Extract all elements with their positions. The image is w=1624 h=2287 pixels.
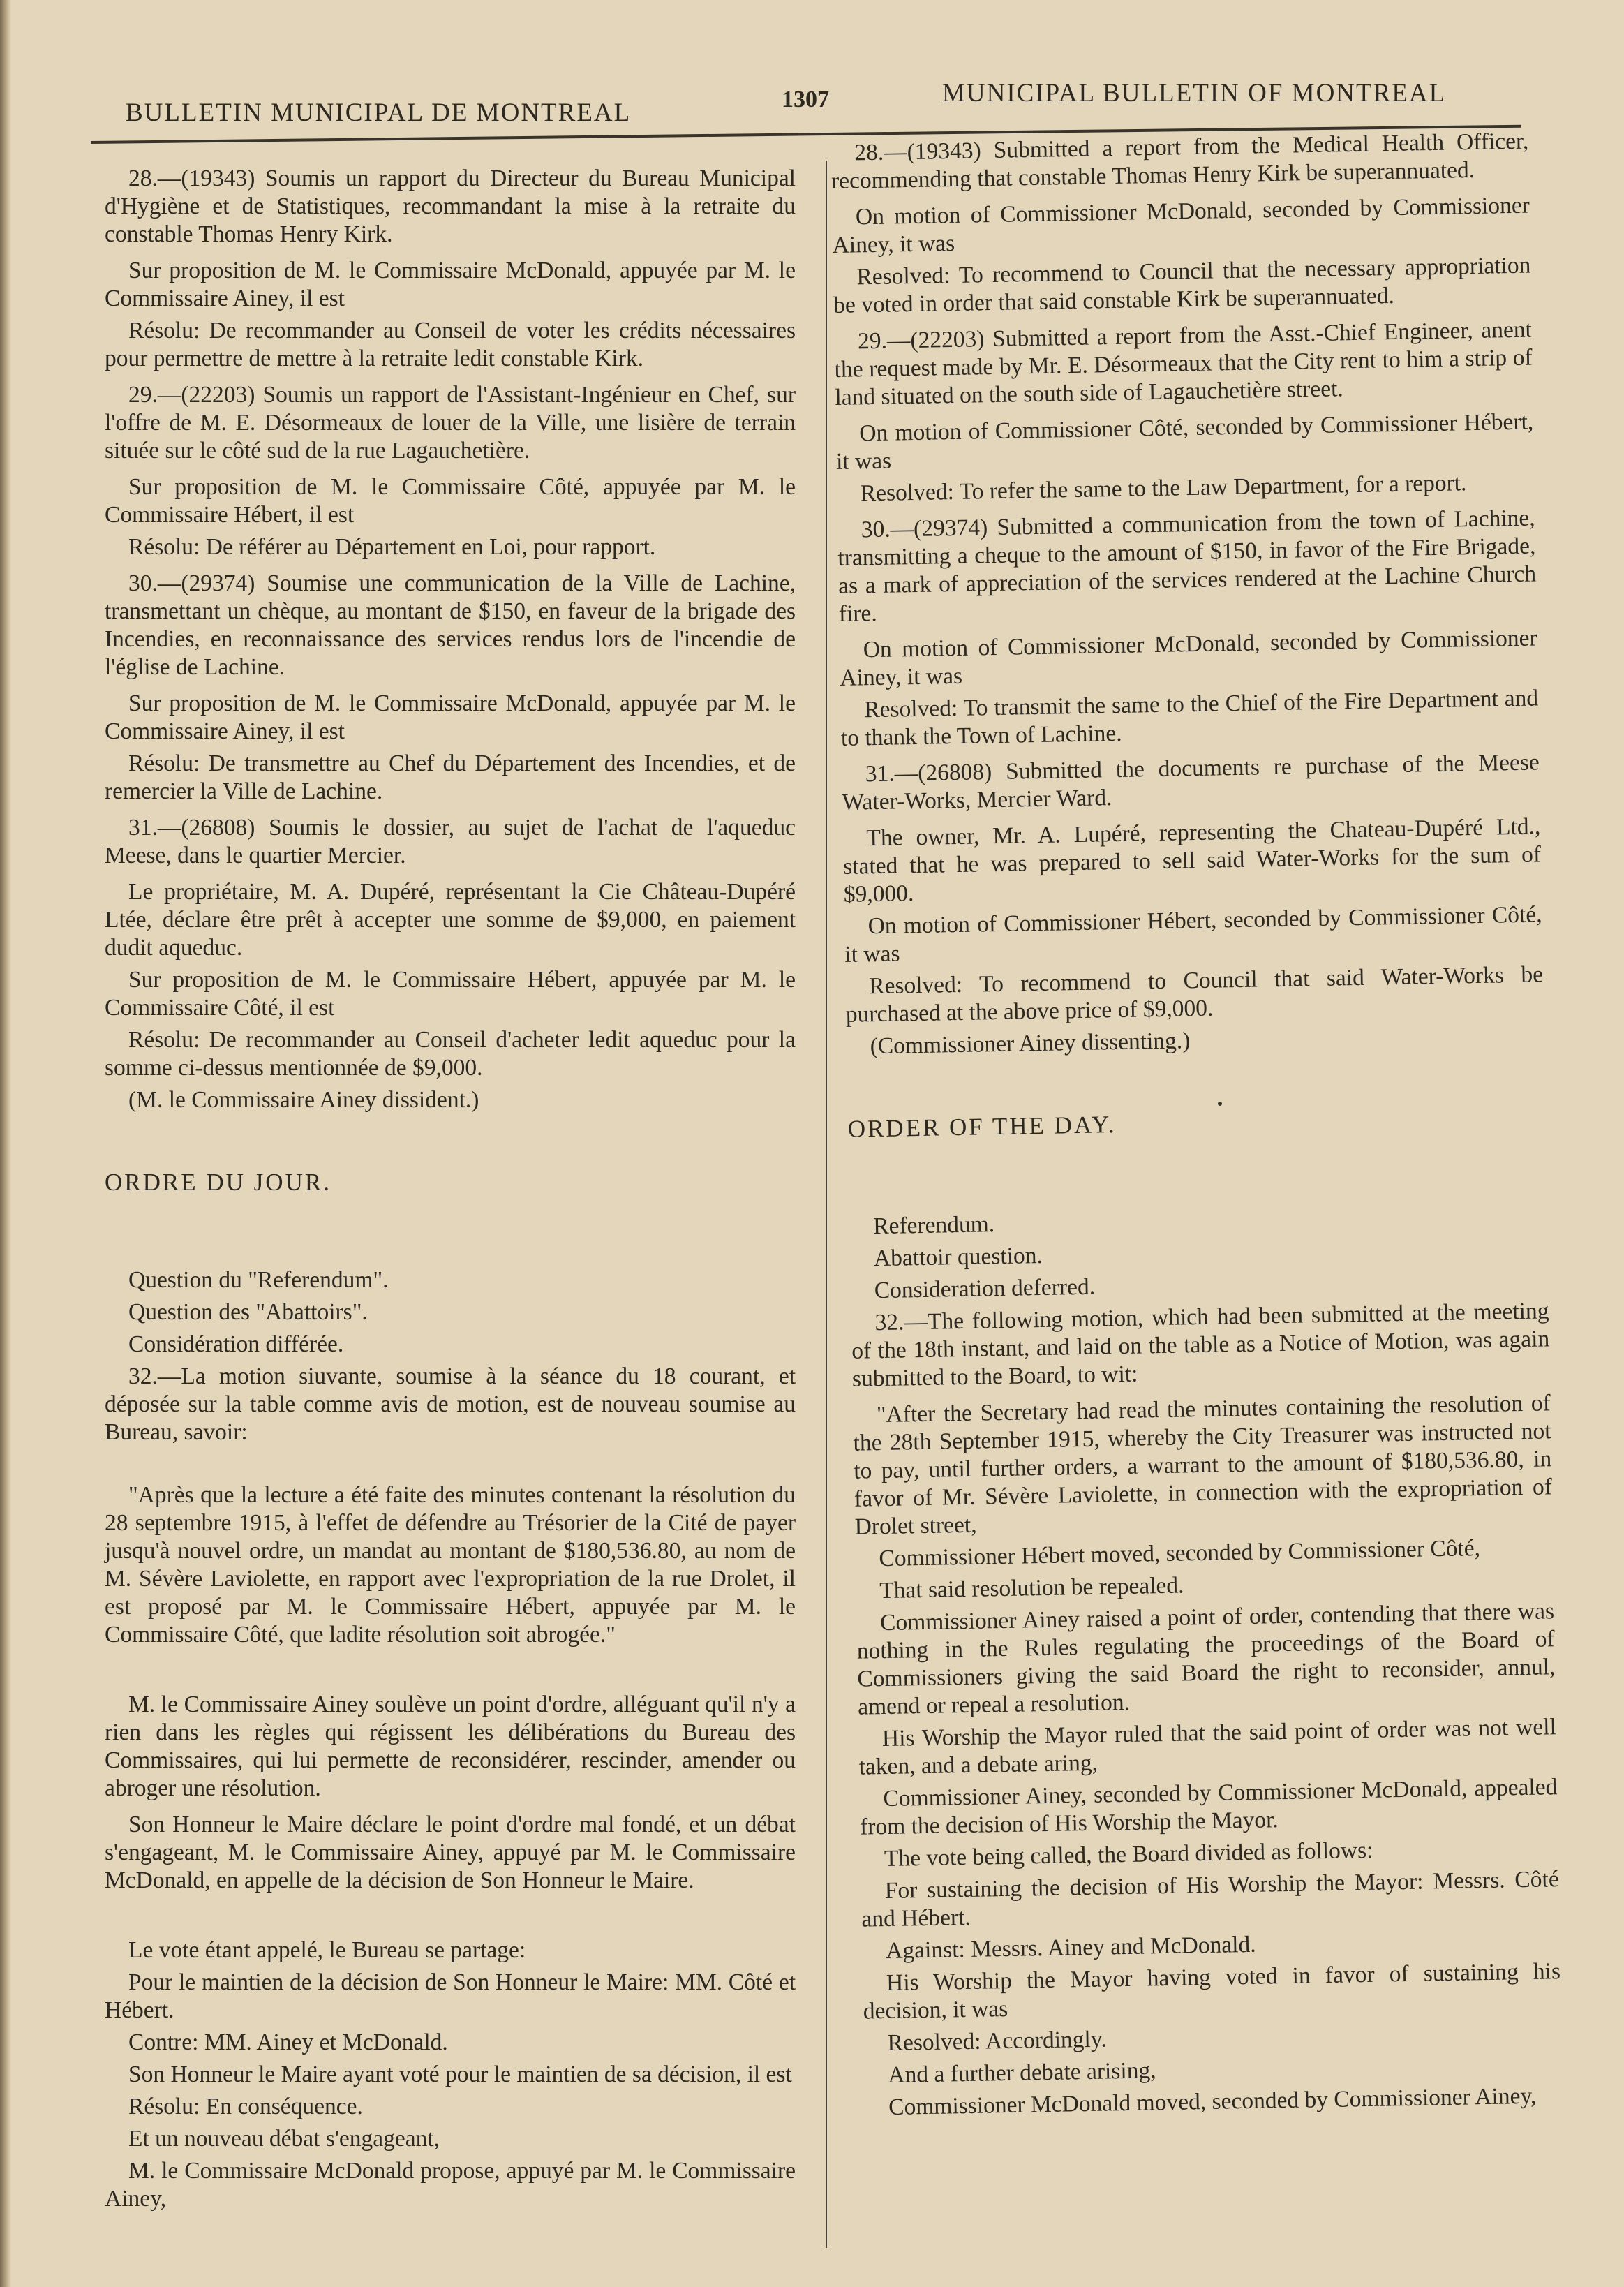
fr-item-28: 28.—(19343) Soumis un rapport du Directeur du Bureau Municipal d'Hygiène et de Statistiques, recommandant la mise à la retraite du constable Thomas Henry Kirk. — [105, 165, 796, 247]
page-binding-edge — [0, 0, 11, 2287]
fr-item-28-resolution: Résolu: De recommander au Conseil de voter les crédits nécessaires pour permettre de mettre à la retraite ledit constable Kirk. — [105, 318, 796, 371]
en-agenda-deferred: Consideration deferred. — [874, 1273, 1096, 1304]
en-motion-intro: 32.—The following motion, which had been submitted at the meeting of the 18th instant, and laid on the table as a Notice of Motion, was again submitted to the Board, to wit: — [851, 1298, 1550, 1392]
en-item-28: 28.—(19343) Submitted a report from the Medical Health Officer, recommending that constable Thomas Henry Kirk be superannuated. — [830, 128, 1529, 194]
en-vote-against: Against: Messrs. Ainey and McDonald. — [885, 1931, 1256, 1964]
en-vote-resolved: Resolved: Accordingly. — [887, 2026, 1108, 2056]
header-title-english: MUNICIPAL BULLETIN OF MONTREAL — [942, 79, 1447, 108]
en-mayor-ruling: His Worship the Mayor ruled that the said point of order was not well taken, and a debate aring, — [858, 1714, 1557, 1780]
en-motion-quote: "After the Secretary had read the minutes containing the resolution of the 28th September 1915, whereby the City Treasurer was instructed not to pay, until further orders, a warrant to the amount of $180,536.80, in favor of Mr. Sévère Laviolette, in connection with the expropriation of Drolet street, — [853, 1390, 1553, 1540]
en-motion-repeal: That said resolution be repealed. — [879, 1572, 1184, 1604]
fr-item-28-motion: Sur proposition de M. le Commissaire McDonald, appuyée par M. le Commissaire Ainey, il est — [105, 258, 796, 311]
en-item-28-resolution: Resolved: To recommend to Council that the necessary appropriation be voted in order that said constable Kirk be superannuated. — [833, 252, 1531, 318]
en-point-of-order: Commissioner Ainey raised a point of order, contending that there was nothing in the Rules regulating the proceedings of the Board of Commissioners giving the said Board the right to reconsider, annul, amend or repeal a resolution. — [856, 1598, 1556, 1720]
fr-item-31-dissent: (M. le Commissaire Ainey dissident.) — [128, 1087, 479, 1113]
fr-motion-quote: "Après que la lecture a été faite des minutes contenant la résolution du 28 septembre 1915, à l'effet de défendre au Trésorier de la Cité de payer jusqu'à nouvel ordre, un mandat au montant de $180,536.80, au nom de M. Sévère Laviolette, en rapport avec l'expropriation de la rue Drolet, il est proposé par M. le Commissaire Hébert, appuyée par M. le Commissaire Côté, que ladite résolution soit abrogée." — [105, 1482, 796, 1648]
fr-item-31-motion: Sur proposition de M. le Commissaire Hébert, appuyée par M. le Commissaire Côté, il est — [105, 967, 796, 1021]
fr-motion-intro: 32.—La motion siuvante, soumise à la séance du 18 courant, et déposée sur la table comme avis de motion, est de nouveau soumise au Bureau, savoir: — [105, 1363, 796, 1445]
en-item-31-dissent: (Commissioner Ainey dissenting.) — [870, 1028, 1191, 1060]
en-item-30-resolution: Resolved: To transmit the same to the Chief of the Fire Department and to thank the Town of Lachine. — [840, 685, 1539, 751]
en-motion-moved: Commissioner Hébert moved, seconded by Commissioner Côté, — [879, 1535, 1481, 1572]
fr-item-30: 30.—(29374) Soumise une communication de la Ville de Lachine, transmettant un chèque, au montant de $150, en faveur de la brigade des Incendies, en reconnaissance des services rendus lors de l'incendie de l'église de Lachine. — [105, 570, 796, 680]
en-appeal: Commissioner Ainey, seconded by Commissioner McDonald, appealed from the decision of His Worship the Mayor. — [859, 1774, 1558, 1840]
fr-item-30-motion: Sur proposition de M. le Commissaire McDonald, appuyée par M. le Commissaire Ainey, il est — [105, 690, 796, 744]
en-item-30-motion: On motion of Commissioner McDonald, seconded by Commissioner Ainey, it was — [840, 625, 1537, 691]
english-column — [830, 128, 1563, 2126]
fr-order-title: ORDRE DU JOUR. — [105, 1169, 331, 1196]
fr-agenda-abattoirs: Question des "Abattoirs". — [128, 1299, 368, 1325]
en-item-28-motion: On motion of Commissioner McDonald, seconded by Commissioner Ainey, it was — [832, 192, 1530, 258]
en-item-31-owner: The owner, Mr. A. Lupéré, representing the Chateau-Dupéré Ltd., stated that he was prepared to sell said Water-Works for the sum of $9,000. — [842, 813, 1542, 908]
en-agenda-abattoir: Abattoir question. — [873, 1242, 1043, 1272]
fr-agenda-referendum: Question du "Referendum". — [128, 1267, 389, 1293]
en-order-title: ORDER OF THE DAY. — [847, 1111, 1117, 1143]
fr-vote-called: Le vote étant appelé, le Bureau se partage: — [128, 1937, 526, 1963]
en-item-29-motion: On motion of Commissioner Côté, seconded by Commissioner Hébert, it was — [835, 408, 1534, 475]
fr-item-31-resolution: Résolu: De recommander au Conseil d'acheter ledit aqueduc pour la somme ci-dessus mentionnée de $9,000. — [105, 1027, 796, 1081]
en-agenda-referendum: Referendum. — [872, 1211, 995, 1240]
fr-item-31: 31.—(26808) Soumis le dossier, au sujet de l'achat de l'aqueduc Meese, dans le quartier Mercier. — [105, 815, 796, 868]
fr-vote-against: Contre: MM. Ainey et McDonald. — [128, 2029, 448, 2055]
french-column — [105, 165, 796, 2217]
fr-vote-resolved: Résolu: En conséquence. — [128, 2094, 363, 2119]
fr-agenda-deferred: Considération différée. — [128, 1331, 344, 1357]
en-item-31-resolution: Resolved: To recommend to Council that said Water-Works be purchased at the above price of $9,000. — [845, 961, 1544, 1028]
fr-item-29: 29.—(22203) Soumis un rapport de l'Assistant-Ingénieur en Chef, sur l'offre de M. E. Désormeaux de louer de la Ville, une lisière de terrain située sur le côté sud de la rue Lagauchetière. — [105, 382, 796, 464]
en-vote-for: For sustaining the decision of His Worship the Mayor: Messrs. Côté and Hébert. — [861, 1866, 1559, 1932]
en-item-31-motion: On motion of Commissioner Hébert, seconded by Commissioner Côté, it was — [844, 901, 1542, 968]
en-vote-motion: Commissioner McDonald moved, seconded by Commissioner Ainey, — [888, 2082, 1537, 2120]
en-vote-mayor: His Worship the Mayor having voted in favor of sustaining his decision, it was — [863, 1958, 1561, 2025]
fr-item-30-resolution: Résolu: De transmettre au Chef du Département des Incendies, et de remercier la Ville de Lachine. — [105, 750, 796, 804]
fr-point-of-order: M. le Commissaire Ainey soulève un point d'ordre, alléguant qu'il n'y a rien dans les règles qui régissent les délibérations du Bureau des Commissaires, qui lui permette de reconsidérer, rescinder, amender ou abroger une résolution. — [105, 1692, 796, 1801]
fr-item-29-resolution: Résolu: De référer au Département en Loi, pour rapport. — [128, 534, 656, 560]
fr-item-29-motion: Sur proposition de M. le Commissaire Côté, appuyée par M. le Commissaire Hébert, il est — [105, 474, 796, 528]
en-item-31: 31.—(26808) Submitted the documents re purchase of the Meese Water-Works, Mercier Ward. — [842, 749, 1540, 815]
en-vote-debate: And a further debate arising, — [888, 2057, 1156, 2088]
fr-item-31-owner: Le propriétaire, M. A. Dupéré, représentant la Cie Château-Dupéré Ltée, déclare être prêt à accepter une somme de $9,000, en paiement dudit aqueduc. — [105, 879, 796, 961]
page-number: 1307 — [782, 87, 829, 112]
en-item-29: 29.—(22203) Submitted a report from the Asst.-Chief Engineer, anent the request made by Mr. E. Désormeaux that the City rent to him a strip of land situated on the south side of Lagauchetière street. — [834, 316, 1533, 410]
fr-vote-motion: M. le Commissaire McDonald propose, appuyé par M. le Commissaire Ainey, — [105, 2158, 796, 2212]
fr-vote-mayor: Son Honneur le Maire ayant voté pour le maintien de sa décision, il est — [128, 2062, 792, 2087]
fr-mayor-ruling: Son Honneur le Maire déclare le point d'ordre mal fondé, et un débat s'engageant, M. le Commissaire Ainey, appuyé par M. le Commissaire McDonald, en appelle de la décision de Son Honneur le Maire. — [105, 1812, 796, 1893]
header-title-french: BULLETIN MUNICIPAL DE MONTREAL — [126, 98, 632, 127]
fr-vote-debate: Et un nouveau débat s'engageant, — [128, 2126, 440, 2152]
en-item-30: 30.—(29374) Submitted a communication from the town of Lachine, transmitting a cheque to the amount of $150, in favor of the Fire Brigade, as a mark of appreciation of the services rendered at the Lachine Church fire. — [837, 505, 1537, 627]
fr-vote-for: Pour le maintien de la décision de Son Honneur le Maire: MM. Côté et Hébert. — [105, 1969, 796, 2023]
page-header — [126, 78, 1521, 127]
ink-dot — [1218, 1102, 1222, 1106]
en-item-29-resolution: Resolved: To refer the same to the Law Department, for a report. — [860, 470, 1467, 507]
en-vote-called: The vote being called, the Board divided as follows: — [884, 1837, 1373, 1872]
column-divider — [826, 161, 827, 2248]
